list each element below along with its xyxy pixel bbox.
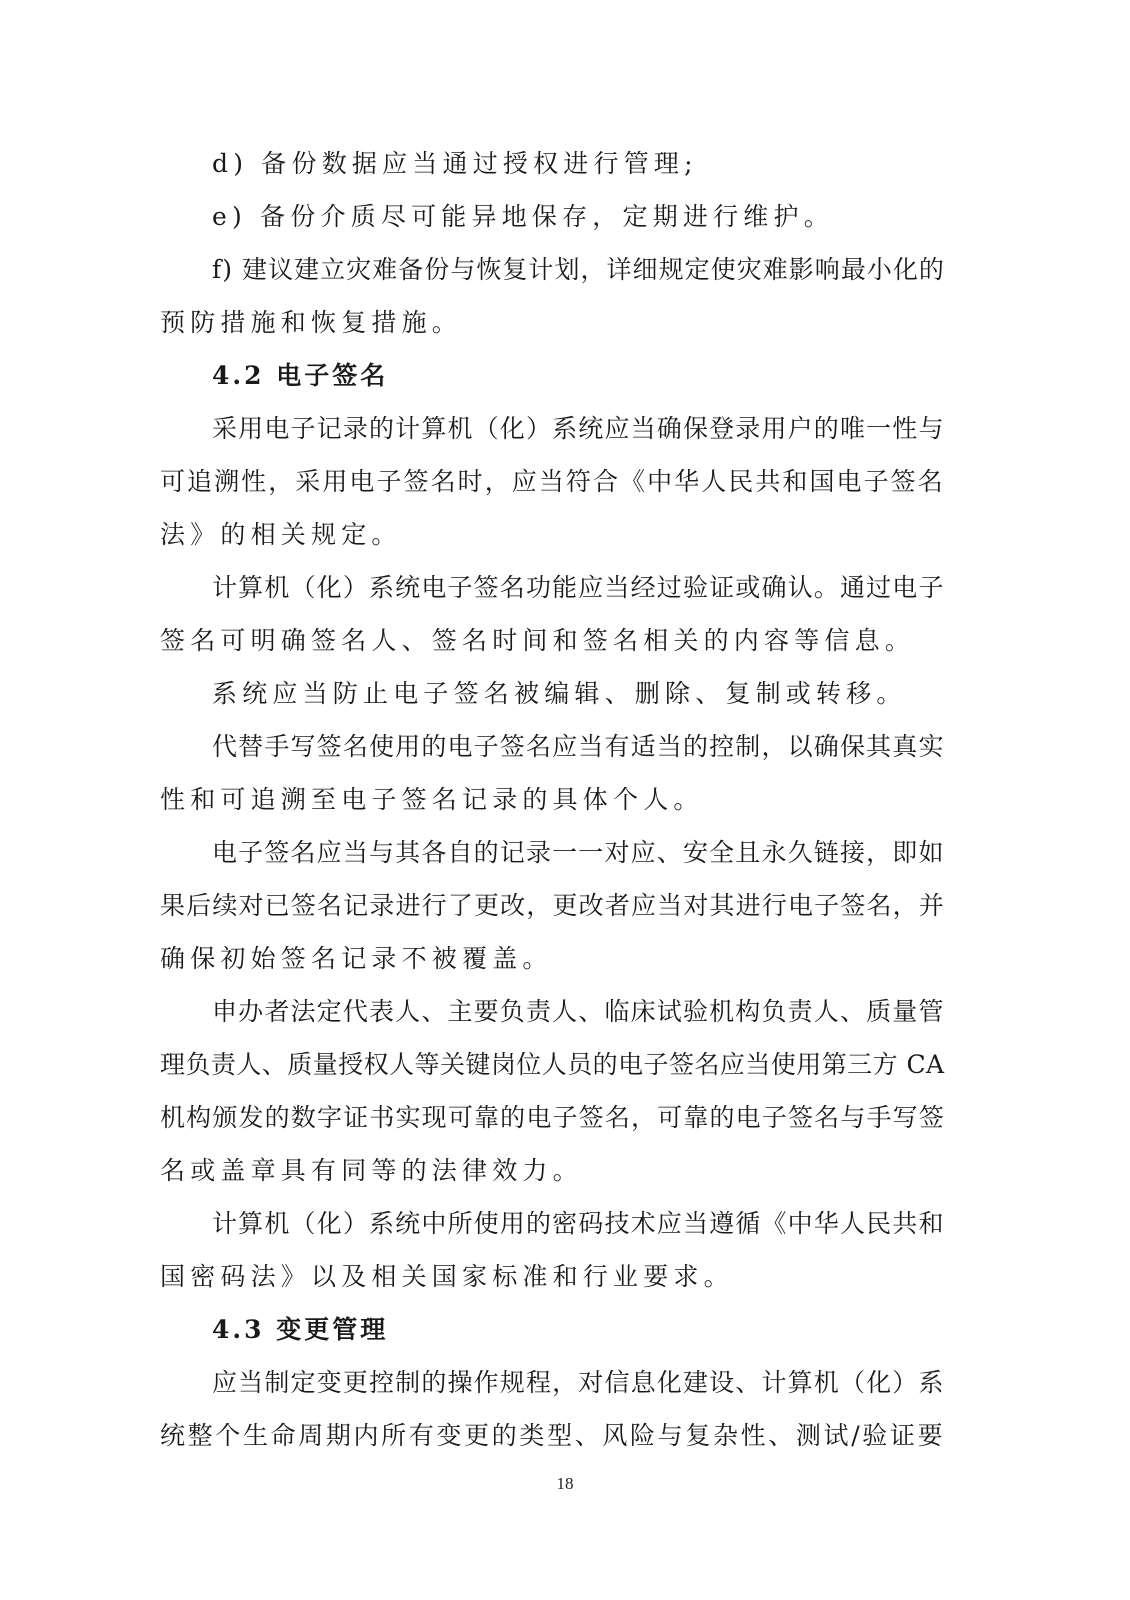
paragraph-line: 果后续对已签名记录进行了更改，更改者应当对其进行电子签名，并 [160, 891, 946, 920]
paragraph-line: 系统应当防止电子签名被编辑、删除、复制或转移。 [212, 679, 907, 708]
paragraph-line: 理负责人、质量授权人等关键岗位人员的电子签名应当使用第三方 CA [160, 1050, 945, 1079]
list-item-f-cont: 预防措施和恢复措施。 [160, 308, 463, 337]
paragraph-line: 计算机（化）系统电子签名功能应当经过验证或确认。通过电子 [212, 573, 945, 602]
list-item-e: e) 备份介质尽可能异地保存，定期进行维护。 [212, 202, 834, 231]
section-heading-4-2: 4.2 电子签名 [212, 361, 389, 390]
paragraph-line: 应当制定变更控制的操作规程，对信息化建设、计算机（化）系 [212, 1368, 945, 1397]
paragraph-line: 电子签名应当与其各自的记录一一对应、安全且永久链接，即如 [212, 838, 945, 867]
paragraph-line: 法》的相关规定。 [160, 520, 402, 549]
paragraph-line: 统整个生命周期内所有变更的类型、风险与复杂性、测试/验证要 [160, 1421, 946, 1450]
list-item-d: d) 备份数据应当通过授权进行管理; [212, 149, 698, 178]
paragraph-line: 确保初始签名记录不被覆盖。 [160, 944, 553, 973]
paragraph-line: 采用电子记录的计算机（化）系统应当确保登录用户的唯一性与 [212, 414, 945, 443]
paragraph-line: 计算机（化）系统中所使用的密码技术应当遵循《中华人民共和 [212, 1209, 945, 1238]
list-item-f: f) 建议建立灾难备份与恢复计划，详细规定使灾难影响最小化的 [212, 255, 945, 284]
paragraph-line: 代替手写签名使用的电子签名应当有适当的控制，以确保其真实 [212, 732, 945, 761]
section-heading-4-3: 4.3 变更管理 [212, 1315, 389, 1344]
paragraph-line: 申办者法定代表人、主要负责人、临床试验机构负责人、质量管 [212, 997, 945, 1026]
paragraph-line: 性和可追溯至电子签名记录的具体个人。 [160, 785, 704, 814]
paragraph-line: 机构颁发的数字证书实现可靠的电子签名，可靠的电子签名与手写签 [160, 1103, 946, 1132]
paragraph-line: 签名可明确签名人、签名时间和签名相关的内容等信息。 [160, 626, 916, 655]
page-number: 18 [556, 1474, 574, 1493]
paragraph-line: 名或盖章具有同等的法律效力。 [160, 1156, 583, 1185]
paragraph-line: 国密码法》以及相关国家标准和行业要求。 [160, 1262, 734, 1291]
paragraph-line: 可追溯性，采用电子签名时，应当符合《中华人民共和国电子签名 [160, 467, 945, 496]
